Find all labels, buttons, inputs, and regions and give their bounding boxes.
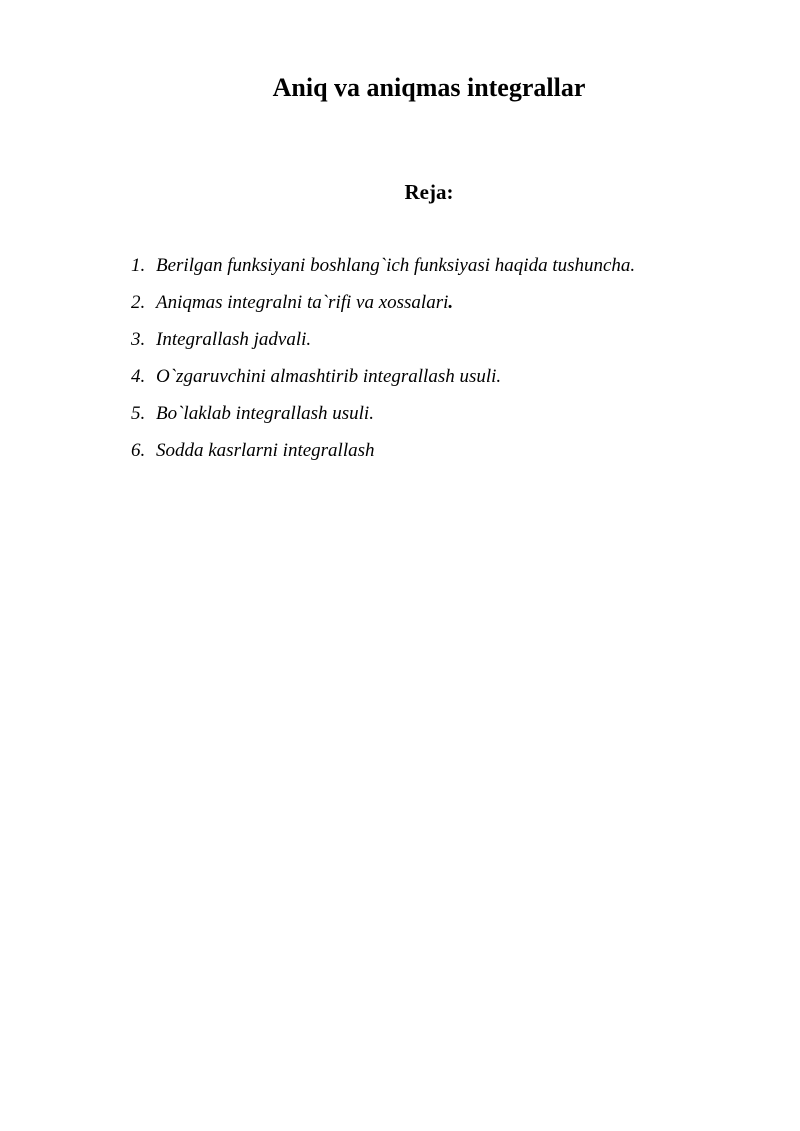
list-item	[131, 252, 635, 289]
list-item	[131, 326, 635, 363]
list-item-number: 4.	[131, 366, 146, 387]
list-item	[131, 289, 635, 326]
list-item-number: 5.	[131, 403, 146, 424]
list-item-number: 6.	[131, 440, 146, 461]
plan-heading: Reja:	[404, 180, 454, 204]
list-item-text: Sodda kasrlarni integrallash	[156, 440, 375, 461]
document-title: Aniq va aniqmas integrallar	[272, 73, 586, 102]
list-item-text: Bo`laklab integrallash usuli.	[156, 403, 374, 424]
list-item	[131, 437, 635, 474]
list-item-number: 3.	[131, 329, 146, 350]
list-item	[131, 363, 635, 400]
plan-list	[131, 252, 635, 474]
list-item-number: 1.	[131, 255, 146, 276]
list-item-text: Aniqmas integralni ta`rifi va xossalari	[156, 292, 449, 313]
list-item-suffix: .	[448, 292, 454, 313]
list-item-text: Berilgan funksiyani boshlang`ich funksiyasi haqida tushuncha.	[156, 255, 636, 276]
list-item-text: Integrallash jadvali.	[156, 329, 312, 350]
list-item	[131, 400, 635, 437]
list-item-number: 2.	[131, 292, 146, 313]
list-item-text: O`zgaruvchini almashtirib integrallash usuli.	[156, 366, 502, 387]
